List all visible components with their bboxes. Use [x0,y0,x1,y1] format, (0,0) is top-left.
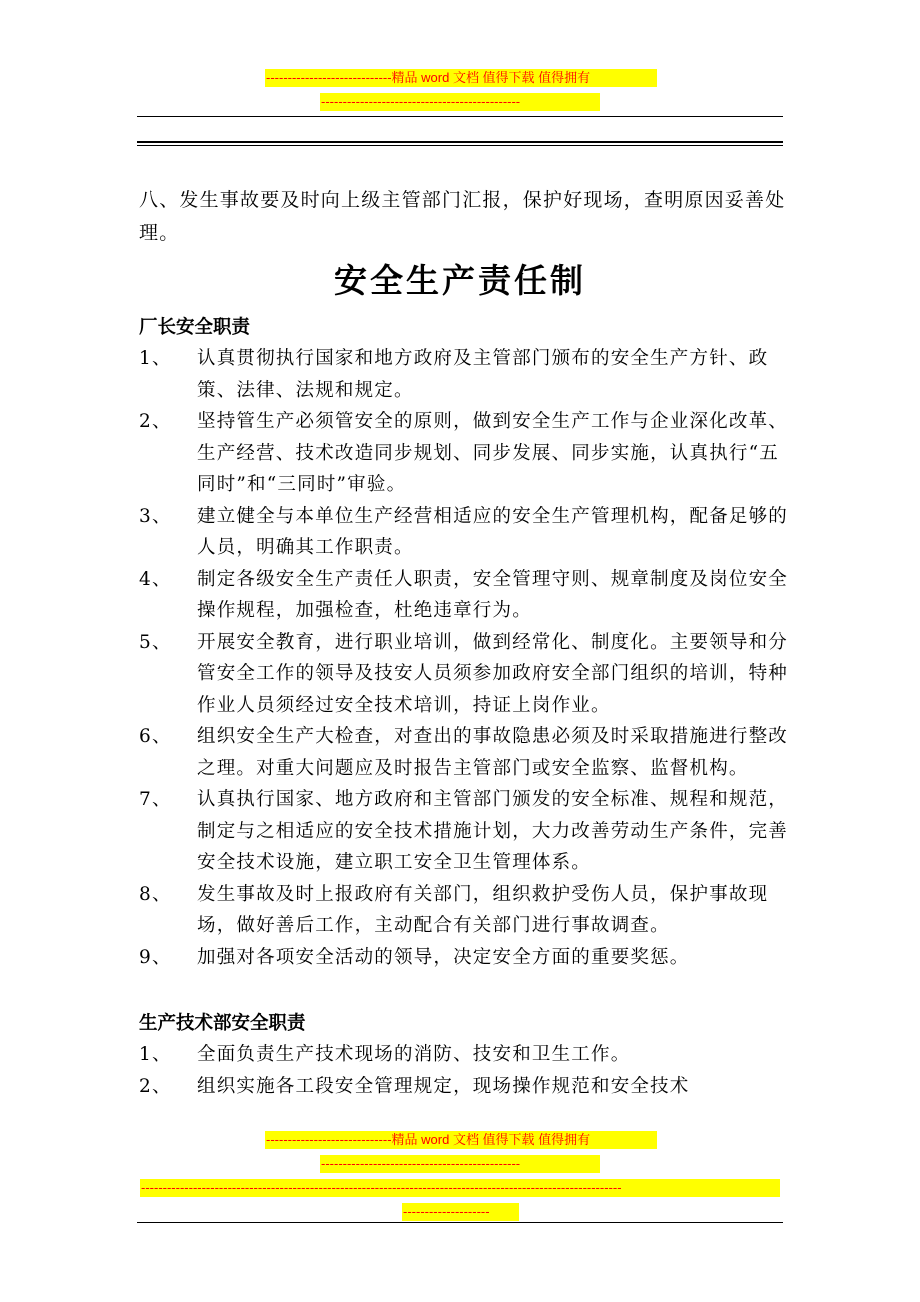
item-number: 9、 [139,946,172,968]
list-item [139,564,789,627]
item-text: 认真贯彻执行国家和地方政府及主管部门颁布的安全生产方针、政策、法律、法规和规定。 [197,348,769,401]
item-text: 全面负责生产技术现场的消防、技安和卫生工作。 [197,1044,631,1065]
list-item [139,721,789,784]
list-item [139,406,789,501]
item-number: 2、 [139,1075,172,1097]
header-banner-line2: ---------------------------------------------- [320,93,600,111]
item-number: 3、 [139,505,172,527]
list-item [139,1039,789,1071]
list-item [139,501,789,564]
production-tech-duties-list [139,1039,789,1102]
list-item [139,879,789,942]
item-text: 组织安全生产大检查，对查出的事故隐患必须及时采取措施进行整改之理。对重大问题应及时报告主管部门或安全监察、监督机构。 [197,726,789,779]
footer-banner-line2: ---------------------------------------------- [320,1155,600,1173]
footer-rule [137,1222,783,1223]
item-text: 认真执行国家、地方政府和主管部门颁发的安全标准、规程和规范，制定与之相适应的安全技术措施计划，大力改善劳动生产条件，完善安全技术设施，建立职工安全卫生管理体系。 [197,789,789,873]
item-number: 1、 [139,1044,172,1065]
item-text: 制定各级安全生产责任人职责，安全管理守则、规章制度及岗位安全操作规程，加强检查，杜绝违章行为。 [197,568,789,621]
director-duties-list [139,343,789,973]
list-item [139,343,789,406]
header-rule-thick [137,141,783,143]
footer-banner-line4: -------------------- [402,1203,519,1221]
header-rule-double [137,145,783,146]
item-text: 加强对各项安全活动的领导，决定安全方面的重要奖惩。 [197,946,690,968]
item-number: 6、 [139,726,172,747]
item-number: 5、 [139,631,172,653]
item-number: 2、 [139,411,172,432]
list-item [139,1071,789,1103]
list-item [139,784,789,879]
header-rule-thin [137,116,783,117]
section-heading-director: 厂长安全职责 [139,317,251,338]
header-banner-line1: -----------------------------精品 word 文档 值得下载 值得拥有 [265,69,657,87]
list-item [139,942,789,974]
item-text: 坚持管生产必须管安全的原则，做到安全生产工作与企业深化改革、生产经营、技术改造同步规划、同步发展、同步实施，认真执行“五同时”和“三同时”审验。 [197,411,789,495]
item-number: 7、 [139,789,172,810]
item-number: 4、 [139,568,172,590]
item-text: 开展安全教育，进行职业培训，做到经常化、制度化。主要领导和分管安全工作的领导及技安人员须参加政府安全部门组织的培训，特种作业人员须经过安全技术培训，持证上岗作业。 [197,631,789,716]
item-number: 1、 [139,348,172,369]
item-text: 发生事故及时上报政府有关部门，组织救护受伤人员，保护事故现场，做好善后工作，主动配合有关部门进行事故调查。 [197,883,769,936]
item-text: 组织实施各工段安全管理规定，现场操作规范和安全技术 [197,1075,690,1097]
section-heading-production-tech: 生产技术部安全职责 [139,1013,306,1034]
list-item [139,627,789,722]
intro-paragraph: 八、发生事故要及时向上级主管部门汇报，保护好现场，查明原因妥善处理。 [139,189,786,244]
footer-banner-line3: --------------------------------------------------------------------------------------------------------------- [140,1179,780,1197]
item-number: 8、 [139,883,172,905]
item-text: 建立健全与本单位生产经营相适应的安全生产管理机构，配备足够的人员，明确其工作职责。 [197,505,789,558]
page-title: 安全生产责任制 [334,261,586,300]
footer-banner-line1: -----------------------------精品 word 文档 值得下载 值得拥有 [265,1131,657,1149]
